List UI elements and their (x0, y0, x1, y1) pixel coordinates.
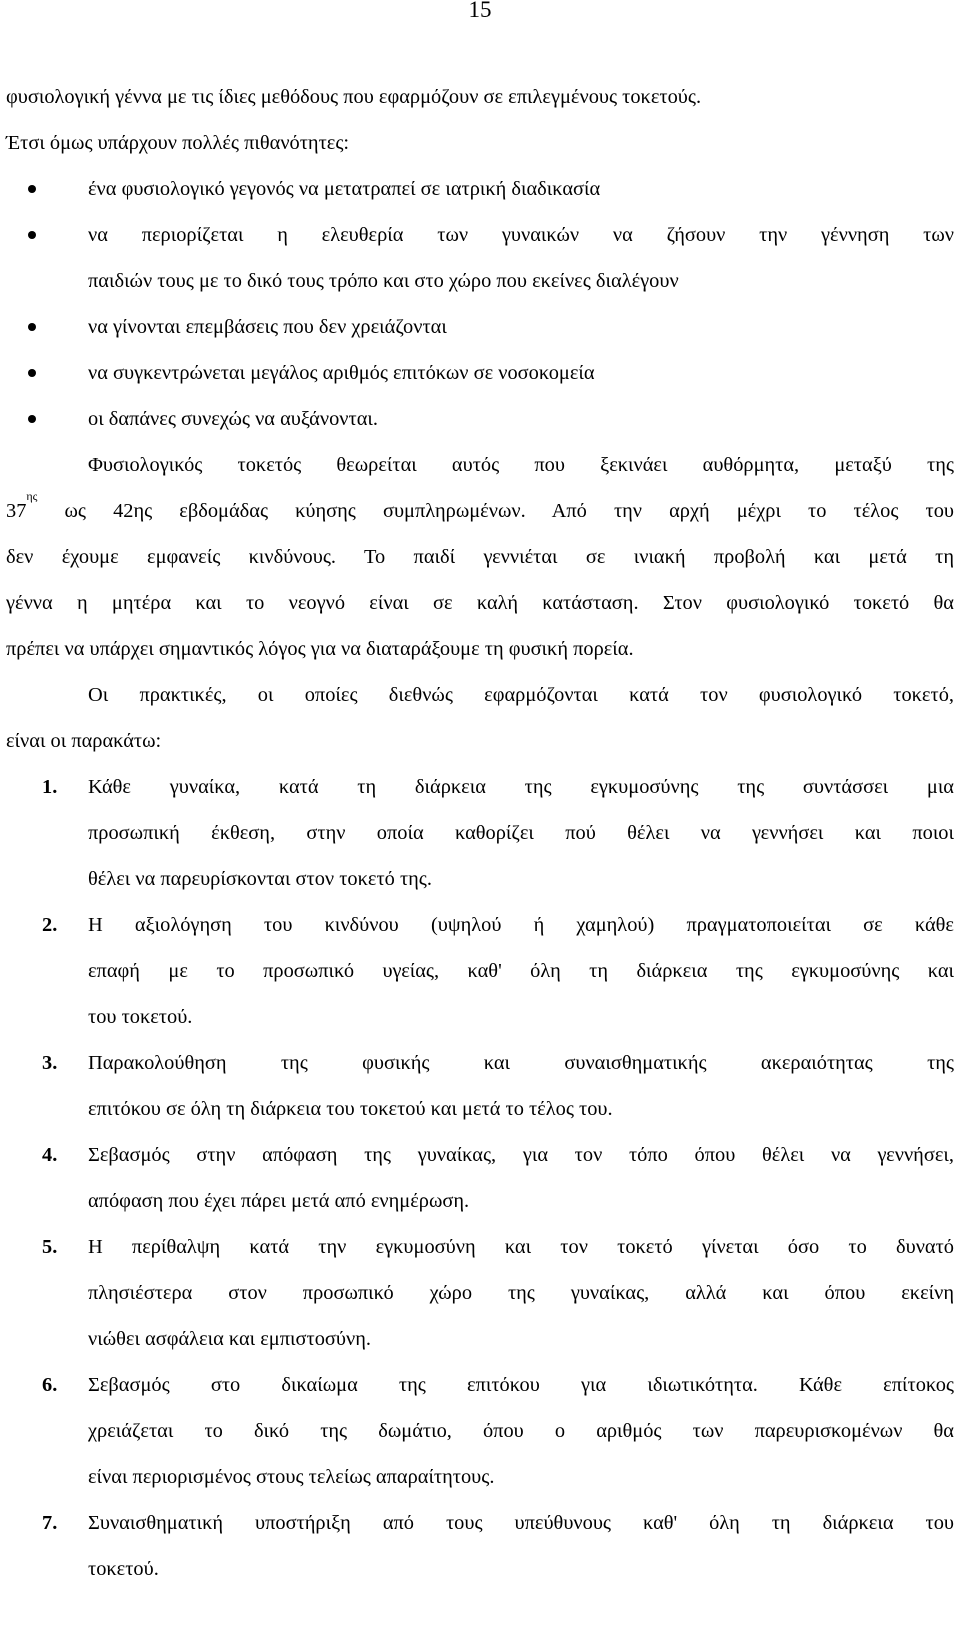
bullet-icon (28, 231, 36, 239)
list-text: επιτόκου σε όλη τη διάρκεια του τοκετού και μετά το τέλος του. (88, 1098, 613, 1120)
list-text: τοκετού. (88, 1558, 159, 1580)
list-text: Συναισθηματική υποστήριξη από τους υπεύθυνους καθ' όλη τη διάρκεια του (88, 1512, 954, 1534)
list-text: του τοκετού. (88, 1006, 193, 1028)
bullet-item (6, 212, 954, 304)
bullet-list (6, 166, 954, 442)
bullet-icon (28, 415, 36, 423)
list-number: 7. (42, 1512, 58, 1534)
page-number: 15 (468, 0, 492, 22)
list-number: 2. (42, 914, 58, 936)
paragraph-definition (6, 442, 954, 672)
list-number: 5. (42, 1236, 58, 1258)
list-text: θέλει να παρευρίσκονται στον τοκετό της. (88, 868, 432, 890)
list-number: 4. (42, 1144, 58, 1166)
list-text: Παρακολούθηση της φυσικής και συναισθηματικής ακεραιότητας της (88, 1052, 954, 1074)
list-text: νιώθει ασφάλεια και εμπιστοσύνη. (88, 1328, 371, 1350)
list-number: 3. (42, 1052, 58, 1074)
list-text: είναι περιορισμένος στους τελείως απαραίτητους. (88, 1466, 495, 1488)
list-text: απόφαση που έχει πάρει μετά από ενημέρωση. (88, 1190, 470, 1212)
text-line: Έτσι όμως υπάρχουν πολλές πιθανότητες: (6, 132, 350, 154)
week-number: 37 (6, 500, 27, 522)
text-line: φυσιολογική γέννα με τις ίδιες μεθόδους που εφαρμόζουν σε επιλεγμένους τοκετούς. (6, 86, 702, 108)
text-line: είναι οι παρακάτω: (6, 730, 162, 752)
list-text: Σεβασμός στην απόφαση της γυναίκας, για τον τόπο όπου θέλει να γεννήσει, (88, 1144, 954, 1166)
bullet-item (6, 166, 954, 212)
list-text: χρειάζεται το δικό της δωμάτιο, όπου ο αριθμός των παρευρισκομένων θα (88, 1420, 954, 1442)
list-item (6, 1040, 954, 1132)
bullet-text: να συγκεντρώνεται μεγάλος αριθμός επιτόκων σε νοσοκομεία (88, 362, 595, 384)
list-item (6, 1500, 954, 1592)
text-line: Οι πρακτικές, οι οποίες διεθνώς εφαρμόζονται κατά τον φυσιολογικό τοκετό, (88, 684, 954, 706)
list-text: προσωπική έκθεση, στην οποία καθορίζει πού θέλει να γεννήσει και ποιοι (88, 822, 954, 844)
list-number: 6. (42, 1374, 58, 1396)
bullet-icon (28, 323, 36, 331)
bullet-text: παιδιών τους με το δικό τους τρόπο και στο χώρο που εκείνες διαλέγουν (88, 270, 679, 292)
document-body (6, 74, 954, 1592)
bullet-icon (28, 369, 36, 377)
bullet-item (6, 304, 954, 350)
list-number: 1. (42, 776, 58, 798)
text-fragment: ως 42ης εβδομάδας κύησης συμπληρωμένων. Από την αρχή μέχρι το τέλος του (64, 500, 954, 522)
list-item (6, 1362, 954, 1500)
ordinal-suffix: ης (26, 489, 38, 503)
list-item (6, 764, 954, 902)
numbered-list (6, 764, 954, 1592)
text-line: δεν έχουμε εμφανείς κινδύνους. Το παιδί γεννιέται σε ινιακή προβολή και μετά τη (6, 546, 954, 568)
list-text: πλησιέστερα στον προσωπικό χώρο της γυναίκας, αλλά και όπου εκείνη (88, 1282, 954, 1304)
list-text: Κάθε γυναίκα, κατά τη διάρκεια της εγκυμοσύνης της συντάσσει μια (88, 776, 954, 798)
text-line: Φυσιολογικός τοκετός θεωρείται αυτός που ξεκινάει αυθόρμητα, μεταξύ της (88, 454, 954, 476)
bullet-text: να γίνονται επεμβάσεις που δεν χρειάζονται (88, 316, 447, 338)
bullet-icon (28, 185, 36, 193)
bullet-text: ένα φυσιολογικό γεγονός να μετατραπεί σε ιατρική διαδικασία (88, 178, 601, 200)
bullet-text: να περιορίζεται η ελευθερία των γυναικών να ζήσουν την γέννηση των (88, 224, 954, 246)
bullet-item (6, 350, 954, 396)
list-text: επαφή με το προσωπικό υγείας, καθ' όλη τη διάρκεια της εγκυμοσύνης και (88, 960, 954, 982)
list-item (6, 1224, 954, 1362)
text-line: πρέπει να υπάρχει σημαντικός λόγος για να διαταράξουμε τη φυσική πορεία. (6, 638, 634, 660)
list-text: Η περίθαλψη κατά την εγκυμοσύνη και τον τοκετό γίνεται όσο το δυνατό (88, 1236, 954, 1258)
bullet-text: οι δαπάνες συνεχώς να αυξάνονται. (88, 408, 378, 430)
list-text: Σεβασμός στο δικαίωμα της επιτόκου για ιδιωτικότητα. Κάθε επίτοκος (88, 1374, 954, 1396)
list-item (6, 902, 954, 1040)
paragraph-practices (6, 672, 954, 764)
text-line: γέννα η μητέρα και το νεογνό είναι σε καλή κατάσταση. Στον φυσιολογικό τοκετό θα (6, 592, 954, 614)
list-item (6, 1132, 954, 1224)
bullet-item (6, 396, 954, 442)
text-line (6, 488, 954, 534)
list-text: Η αξιολόγηση του κινδύνου (υψηλού ή χαμηλού) πραγματοποιείται σε κάθε (88, 914, 954, 936)
